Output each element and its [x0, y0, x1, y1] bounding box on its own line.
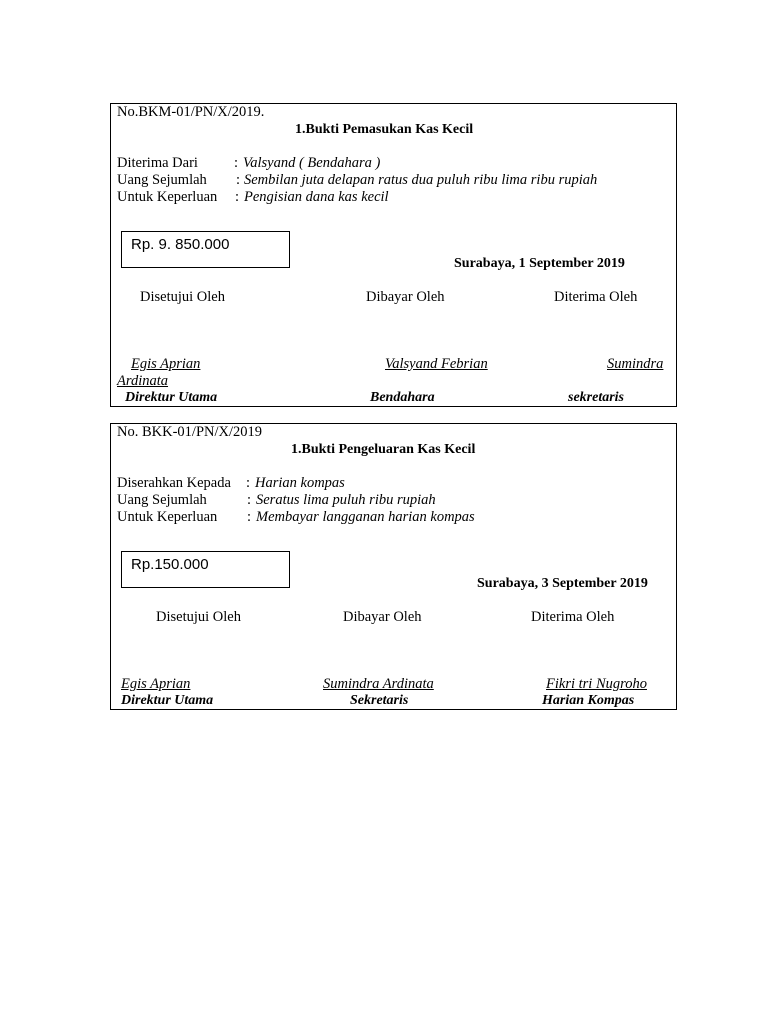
expense-amount: Rp.150.000: [131, 556, 209, 573]
receipt-amount: Rp. 9. 850.000: [131, 236, 230, 253]
receipt-field-value-1: Sembilan juta delapan ratus dua puluh ribu lima ribu rupiah: [244, 172, 598, 188]
receipt-signer-role-1: Bendahara: [370, 390, 435, 405]
expense-number: No. BKK-01/PN/X/2019: [117, 424, 263, 440]
expense-field-label-1: Uang Sejumlah: [117, 492, 207, 508]
receipt-number: No.BKM-01/PN/X/2019.: [117, 104, 265, 120]
expense-field-sep-2: :: [247, 509, 252, 525]
receipt-field-label-2: Untuk Keperluan: [117, 189, 218, 205]
receipt-field-sep-2: :: [235, 189, 240, 205]
receipt-field-label-1: Uang Sejumlah: [117, 172, 207, 188]
expense-field-sep-1: :: [247, 492, 252, 508]
receipt-sign-header-approved: Disetujui Oleh: [140, 289, 225, 305]
receipt-field-label-0: Diterima Dari: [117, 155, 198, 171]
receipt-field-value-2: Pengisian dana kas kecil: [244, 189, 389, 205]
expense-field-label-2: Untuk Keperluan: [117, 509, 218, 525]
receipt-sign-header-paid: Dibayar Oleh: [366, 289, 445, 305]
expense-signer-name-2: Fikri tri Nugroho: [546, 676, 647, 692]
expense-field-value-1: Seratus lima puluh ribu rupiah: [256, 492, 436, 508]
expense-sign-header-received: Diterima Oleh: [531, 609, 615, 625]
expense-signer-name-1: Sumindra Ardinata: [323, 676, 434, 692]
receipt-sign-header-received: Diterima Oleh: [554, 289, 638, 305]
receipt-signer-name-0-part1: Egis Aprian: [131, 356, 201, 372]
expense-amount-box: [121, 551, 290, 588]
receipt-field-sep-0: :: [234, 155, 239, 171]
receipt-signer-name-1: Valsyand Febrian: [385, 356, 488, 372]
receipt-field-value-0: Valsyand ( Bendahara ): [243, 155, 381, 171]
expense-signer-role-1: Sekretaris: [350, 693, 409, 708]
receipt-amount-box: [121, 231, 290, 268]
receipt-signer-name-0-part2: Ardinata: [117, 373, 169, 389]
expense-signer-role-0: Direktur Utama: [121, 693, 214, 708]
expense-field-label-0: Diserahkan Kepada: [117, 475, 231, 491]
expense-sign-header-approved: Disetujui Oleh: [156, 609, 241, 625]
receipt-title: 1.Bukti Pemasukan Kas Kecil: [295, 122, 474, 137]
expense-title: 1.Bukti Pengeluaran Kas Kecil: [291, 442, 476, 457]
receipt-signer-name-2: Sumindra: [607, 356, 664, 372]
expense-field-value-0: Harian kompas: [255, 475, 345, 491]
expense-sign-header-paid: Dibayar Oleh: [343, 609, 422, 625]
expense-field-sep-0: :: [246, 475, 251, 491]
expense-signer-role-2: Harian Kompas: [542, 693, 635, 708]
receipt-signer-role-0: Direktur Utama: [125, 390, 218, 405]
receipt-place-date: Surabaya, 1 September 2019: [454, 256, 625, 271]
receipt-field-sep-1: :: [236, 172, 241, 188]
expense-field-value-2: Membayar langganan harian kompas: [256, 509, 475, 525]
expense-signer-name-0: Egis Aprian: [121, 676, 191, 692]
expense-place-date: Surabaya, 3 September 2019: [477, 576, 648, 591]
receipt-signer-role-2: sekretaris: [568, 390, 624, 405]
